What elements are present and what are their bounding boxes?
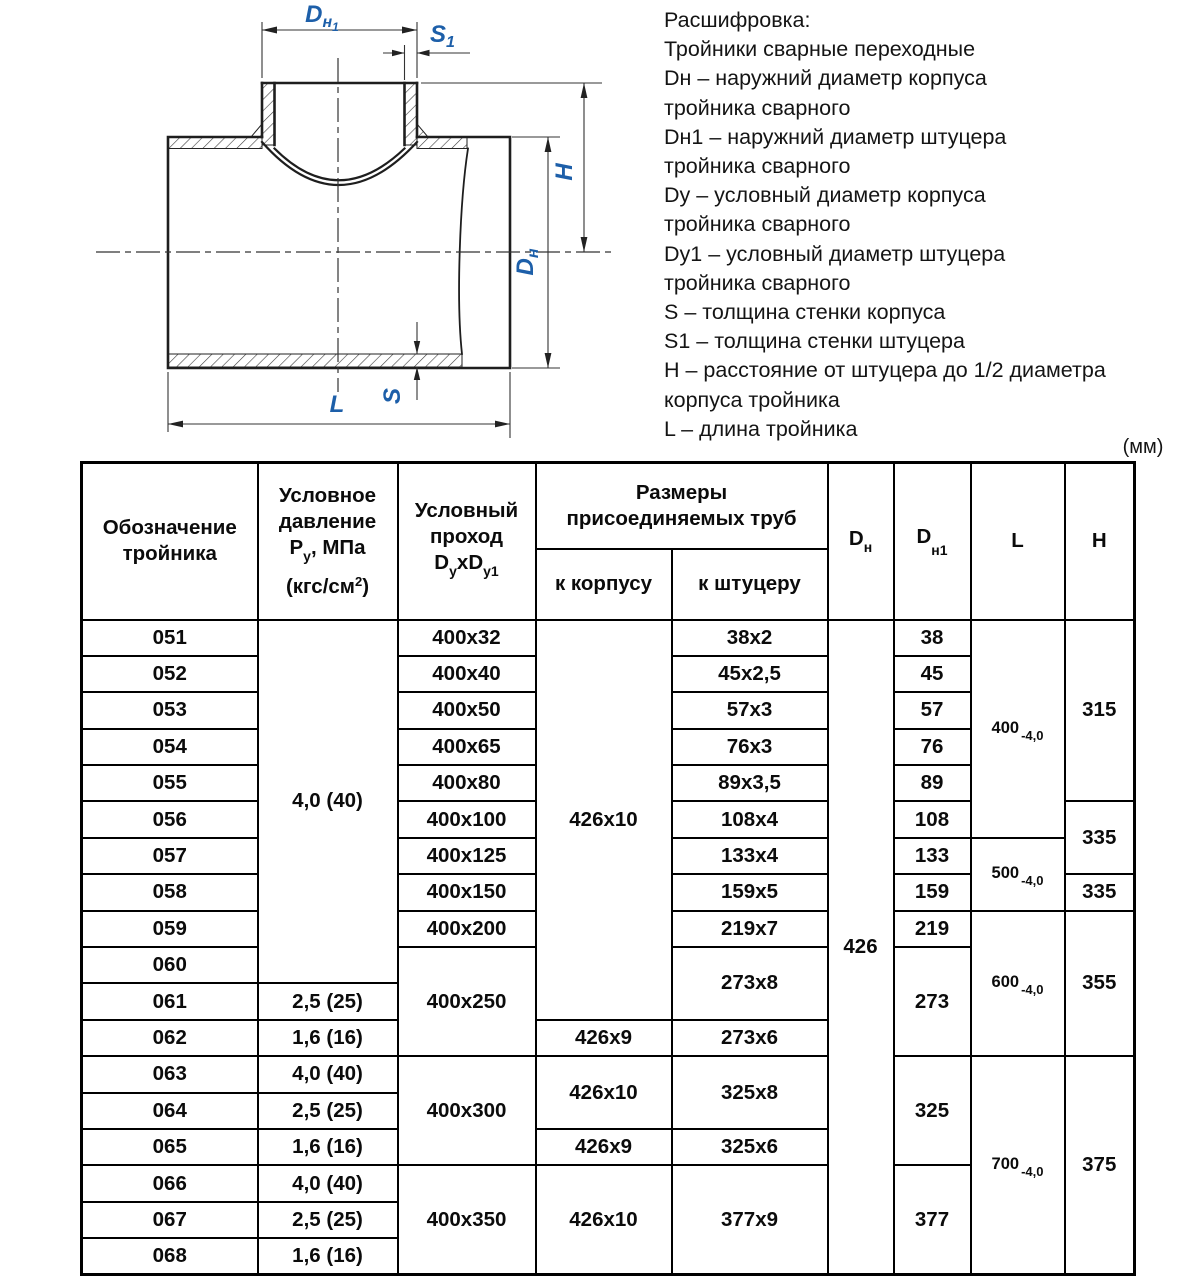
legend-line: Dy – условный диаметр корпуса [664, 183, 986, 208]
cell-code: 067 [82, 1202, 258, 1238]
legend-line: корпуса тройника [664, 387, 840, 412]
dim-label-dn: $D_н$ [512, 248, 542, 276]
legend-line: тройника сварного [664, 270, 851, 295]
cell-code: 064 [82, 1093, 258, 1129]
legend-line: тройника сварного [664, 154, 851, 179]
legend-line: L – длина тройника [664, 416, 858, 441]
cell-dn1: 108 [894, 801, 971, 837]
col-header-passage: Условный проход $D_yxD_{y1}$ [398, 463, 536, 620]
cell-dn1: 325 [894, 1056, 971, 1165]
cell-code: 059 [82, 911, 258, 947]
cell-passage: 400x350 [398, 1165, 536, 1274]
cell-stub: 57x3 [672, 692, 828, 728]
legend-line: Расшифровка: [664, 8, 811, 32]
cell-stub: 89x3,5 [672, 765, 828, 801]
cell-stub: 108x4 [672, 801, 828, 837]
cell-pressure: 4,0 (40) [258, 620, 398, 984]
cell-code: 057 [82, 838, 258, 874]
cell-code: 052 [82, 656, 258, 692]
col-header-designation: Обозначение тройника [82, 463, 258, 620]
col-header-pipes-group: Размеры присоединяемых труб [536, 463, 828, 549]
col-header-dn1: $D_{н1}$ [894, 463, 971, 620]
cell-passage: 400x300 [398, 1056, 536, 1165]
cell-L: 600 $_{-4,0}$ [971, 911, 1065, 1057]
cell-body: 426x10 [536, 620, 672, 1020]
cell-dn1: 38 [894, 620, 971, 656]
legend-line: Dн – наружний диаметр корпуса [664, 66, 987, 91]
dimensions [168, 22, 602, 438]
dim-label-l: L [329, 391, 345, 418]
cell-pressure: 1,6 (16) [258, 1129, 398, 1165]
cell-stub: 38x2 [672, 620, 828, 656]
cell-body: 426x10 [536, 1165, 672, 1274]
cell-code: 068 [82, 1238, 258, 1274]
cell-code: 051 [82, 620, 258, 656]
cell-code: 058 [82, 874, 258, 910]
cell-code: 066 [82, 1165, 258, 1201]
cell-code: 061 [82, 983, 258, 1019]
cell-dn1: 219 [894, 911, 971, 947]
cell-stub: 159x5 [672, 874, 828, 910]
cell-pressure: 2,5 (25) [258, 1202, 398, 1238]
cell-dn1: 273 [894, 947, 971, 1056]
col-header-pressure: Условное давление $P_у$, МПа $(кгс/см^2)$ [258, 463, 398, 620]
cell-H: 315 [1065, 620, 1135, 802]
cell-passage: 400x150 [398, 874, 536, 910]
cell-passage: 400x32 [398, 620, 536, 656]
cell-stub: 219x7 [672, 911, 828, 947]
cell-dn1: 57 [894, 692, 971, 728]
legend-line: Тройники сварные переходные [664, 37, 976, 62]
cell-pressure: 1,6 (16) [258, 1238, 398, 1274]
cell-L: 700 $_{-4,0}$ [971, 1056, 1065, 1274]
cell-code: 053 [82, 692, 258, 728]
cell-passage: 400x125 [398, 838, 536, 874]
cell-pressure: 2,5 (25) [258, 983, 398, 1019]
legend [664, 6, 1194, 444]
cell-passage: 400x80 [398, 765, 536, 801]
dim-label-s: S [379, 387, 406, 405]
cell-stub: 273x6 [672, 1020, 828, 1056]
cell-dn1: 133 [894, 838, 971, 874]
cell-code: 065 [82, 1129, 258, 1165]
cell-L: 400 $_{-4,0}$ [971, 620, 1065, 838]
col-header-to-body: к корпусу [536, 549, 672, 620]
cell-code: 055 [82, 765, 258, 801]
units-label: (мм) [1122, 436, 1164, 458]
cell-H: 355 [1065, 911, 1135, 1057]
spec-table [80, 461, 1136, 1276]
cell-passage: 400x100 [398, 801, 536, 837]
legend-line: S – толщина стенки корпуса [664, 300, 946, 325]
legend-line: H – расстояние от штуцера до 1/2 диаметра [664, 358, 1106, 383]
dim-label-s1: $S_1$ [430, 21, 455, 51]
cell-pressure: 4,0 (40) [258, 1056, 398, 1092]
cell-code: 062 [82, 1020, 258, 1056]
col-header-to-stub: к штуцеру [672, 549, 828, 620]
cell-dn1: 45 [894, 656, 971, 692]
dim-label-dn1: $D_н1$ [305, 1, 339, 34]
cell-code: 063 [82, 1056, 258, 1092]
cell-stub: 377x9 [672, 1165, 828, 1274]
cell-passage: 400x65 [398, 729, 536, 765]
tee-drawing [0, 0, 660, 462]
cell-stub: 273x8 [672, 947, 828, 1020]
cell-pressure: 1,6 (16) [258, 1020, 398, 1056]
cell-body: 426x9 [536, 1020, 672, 1056]
center-lines [96, 58, 612, 392]
cell-code: 056 [82, 801, 258, 837]
cell-dn: 426 [828, 620, 894, 1275]
col-header-L: L [971, 463, 1065, 620]
cell-passage: 400x50 [398, 692, 536, 728]
cell-dn1: 159 [894, 874, 971, 910]
cell-code: 060 [82, 947, 258, 983]
cell-pressure: 2,5 (25) [258, 1093, 398, 1129]
table-row [82, 1056, 1135, 1092]
legend-line: S1 – толщина стенки штуцера [664, 329, 965, 354]
cell-stub: 76x3 [672, 729, 828, 765]
table-row [82, 620, 1135, 656]
cell-body: 426x10 [536, 1056, 672, 1129]
cell-dn1: 89 [894, 765, 971, 801]
col-header-dn: $D_н$ [828, 463, 894, 620]
cell-passage: 400x200 [398, 911, 536, 947]
dim-label-h: H [551, 163, 578, 181]
cell-dn1: 377 [894, 1165, 971, 1274]
cell-L: 500 $_{-4,0}$ [971, 838, 1065, 911]
cell-stub: 325x6 [672, 1129, 828, 1165]
legend-line: Dн1 – наружний диаметр штуцера [664, 124, 1007, 149]
cell-code: 054 [82, 729, 258, 765]
cell-H: 375 [1065, 1056, 1135, 1274]
cell-H: 335 [1065, 801, 1135, 874]
cell-stub: 325x8 [672, 1056, 828, 1129]
pipe-walls [168, 83, 467, 367]
cell-stub: 45x2,5 [672, 656, 828, 692]
cell-H: 335 [1065, 874, 1135, 910]
cell-passage: 400x40 [398, 656, 536, 692]
legend-line: тройника сварного [664, 212, 851, 237]
cell-pressure: 4,0 (40) [258, 1165, 398, 1201]
cell-stub: 133x4 [672, 838, 828, 874]
col-header-H: H [1065, 463, 1135, 620]
cell-body: 426x9 [536, 1129, 672, 1165]
cell-passage: 400x250 [398, 947, 536, 1056]
legend-line: Dy1 – условный диаметр штуцера [664, 241, 1006, 266]
cell-dn1: 76 [894, 729, 971, 765]
pipe-outline [168, 83, 510, 368]
legend-line: тройника сварного [664, 95, 851, 120]
